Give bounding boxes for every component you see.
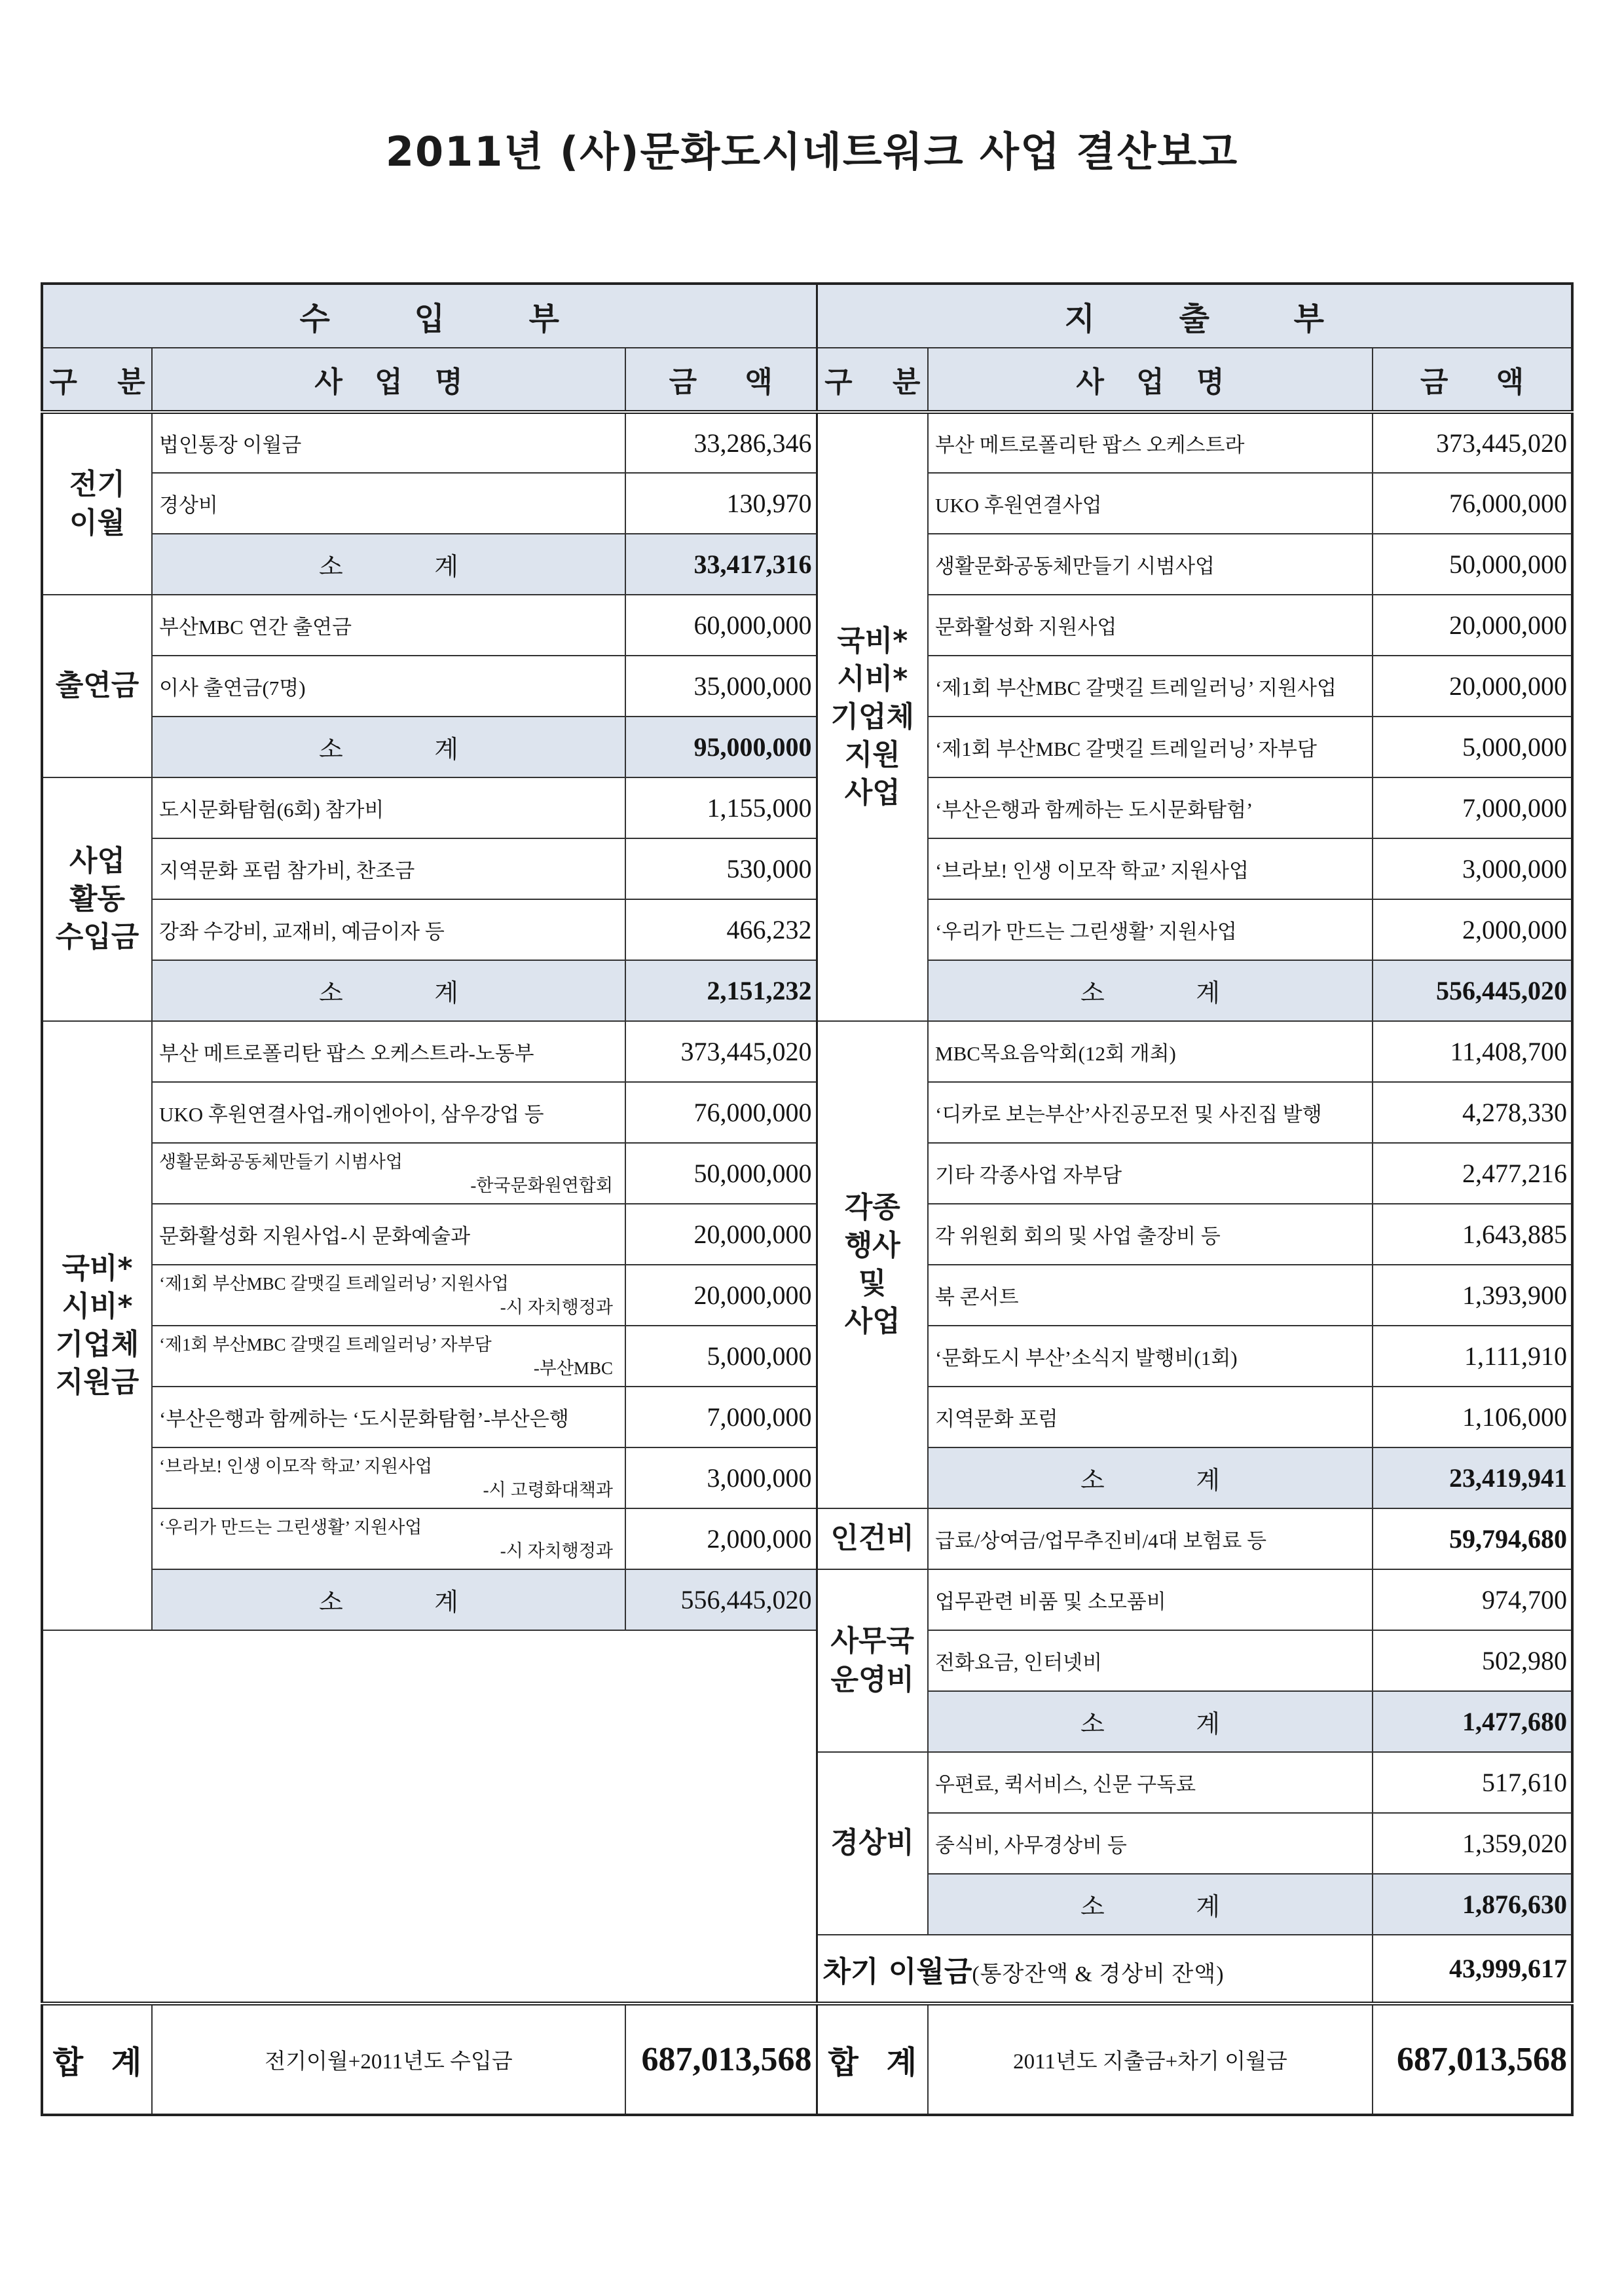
income-item-name: 부산 메트로폴리탄 팝스 오케스트라-노동부 — [152, 1021, 625, 1082]
income-item-name: ‘우리가 만드는 그린생활’ 지원사업 — [159, 1517, 422, 1537]
income-item-amount: 20,000,000 — [625, 1265, 817, 1326]
table-row — [42, 960, 1572, 1021]
expense-category: 사무국 운영비 — [817, 1569, 928, 1752]
income-subtotal-amount: 95,000,000 — [625, 717, 817, 777]
income-subtotal-amount: 556,445,020 — [625, 1569, 817, 1630]
column-header-row — [42, 348, 1572, 412]
expense-category: 인건비 — [817, 1508, 928, 1569]
table-row — [42, 1204, 1572, 1265]
income-subtotal-label: 소 계 — [152, 717, 625, 777]
carryover-label-cell — [817, 1935, 1373, 2004]
income-item-name: 법인통장 이월금 — [152, 412, 625, 473]
table-row — [42, 1508, 1572, 1569]
expense-item-header: 사 업 명 — [928, 348, 1373, 412]
table-row — [42, 1082, 1572, 1143]
income-item-header: 사 업 명 — [152, 348, 625, 412]
expense-item-amount: 2,477,216 — [1373, 1143, 1572, 1204]
income-subtotal-amount: 2,151,232 — [625, 960, 817, 1021]
income-item-amount: 20,000,000 — [625, 1204, 817, 1265]
income-subtotal-label: 소 계 — [152, 534, 625, 595]
expense-category: 국비* 시비* 기업체 지원 사업 — [817, 412, 928, 1021]
income-item-name: ‘제1회 부산MBC 갈맷길 트레일러닝’ 자부담 — [159, 1334, 492, 1354]
expense-item-name: UKO 후원연결사업 — [928, 473, 1373, 534]
expense-category: 경상비 — [817, 1752, 928, 1935]
income-item-amount: 33,286,346 — [625, 412, 817, 473]
expense-item-name: ‘제1회 부산MBC 갈맷길 트레일러닝’ 자부담 — [928, 717, 1373, 777]
expense-item-name: ‘디카로 보는부산’사진공모전 및 사진집 발행 — [928, 1082, 1373, 1143]
expense-item-name: 중식비, 사무경상비 등 — [928, 1813, 1373, 1874]
income-item-amount: 466,232 — [625, 899, 817, 960]
expense-item-amount: 5,000,000 — [1373, 717, 1572, 777]
income-item-amount: 2,000,000 — [625, 1508, 817, 1569]
income-category: 사업 활동 수입금 — [42, 777, 152, 1021]
carryover-amount: 43,999,617 — [1373, 1935, 1572, 2004]
expense-item-amount: 1,359,020 — [1373, 1813, 1572, 1874]
table-row — [42, 534, 1572, 595]
income-item-name: UKO 후원연결사업-캐이엔아이, 삼우강업 등 — [152, 1082, 625, 1143]
section-header-row — [42, 284, 1572, 348]
expense-item-name: MBC목요음악회(12회 개최) — [928, 1021, 1373, 1082]
table-row — [42, 595, 1572, 656]
income-section-heading: 수 입 부 — [42, 284, 817, 348]
income-item-name: ‘제1회 부산MBC 갈맷길 트레일러닝’ 지원사업 — [159, 1273, 509, 1294]
expense-item-amount: 50,000,000 — [1373, 534, 1572, 595]
expense-item-name: ‘우리가 만드는 그린생활’ 지원사업 — [928, 899, 1373, 960]
income-item — [152, 1265, 625, 1326]
table-row — [42, 412, 1572, 473]
table-row — [42, 656, 1572, 717]
expense-item-amount: 3,000,000 — [1373, 838, 1572, 899]
table-row — [42, 1387, 1572, 1447]
income-item-name: 이사 출연금(7명) — [152, 656, 625, 717]
income-item-source: -시 자치행정과 — [500, 1297, 613, 1317]
table-row — [42, 1265, 1572, 1326]
income-item-source: -시 고령화대책과 — [483, 1480, 613, 1500]
table-row — [42, 717, 1572, 777]
expense-subtotal-label: 소 계 — [928, 1447, 1373, 1508]
income-item-amount: 373,445,020 — [625, 1021, 817, 1082]
expense-subtotal-amount: 1,477,680 — [1373, 1691, 1572, 1752]
table-row — [42, 777, 1572, 838]
expense-item-name: 업무관련 비품 및 소모품비 — [928, 1569, 1373, 1630]
expense-item-amount: 1,643,885 — [1373, 1204, 1572, 1265]
income-item-amount: 76,000,000 — [625, 1082, 817, 1143]
expense-subtotal-amount: 1,876,630 — [1373, 1874, 1572, 1935]
income-total-label: 합 계 — [42, 2004, 152, 2115]
expense-item-name: 급료/상여금/업무추진비/4대 보험료 등 — [928, 1508, 1373, 1569]
income-item-name: 부산MBC 연간 출연금 — [152, 595, 625, 656]
income-subtotal-label: 소 계 — [152, 960, 625, 1021]
income-item — [152, 1447, 625, 1508]
income-item — [152, 1143, 625, 1204]
expense-item-amount: 20,000,000 — [1373, 595, 1572, 656]
income-category: 전기 이월 — [42, 412, 152, 595]
table-row — [42, 1143, 1572, 1204]
income-item-name: ‘브라보! 인생 이모작 학교’ 지원사업 — [159, 1456, 433, 1476]
income-item-amount: 35,000,000 — [625, 656, 817, 717]
income-item-amount: 60,000,000 — [625, 595, 817, 656]
income-item-name: 지역문화 포럼 참가비, 찬조금 — [152, 838, 625, 899]
empty-area — [42, 1630, 817, 2004]
income-item-amount: 1,155,000 — [625, 777, 817, 838]
expense-category-header: 구 분 — [817, 348, 928, 412]
expense-item-name: ‘부산은행과 함께하는 도시문화탐험’ — [928, 777, 1373, 838]
total-row — [42, 2004, 1572, 2115]
table-row — [42, 1326, 1572, 1387]
income-item-name: 경상비 — [152, 473, 625, 534]
expense-section-heading: 지 출 부 — [817, 284, 1572, 348]
expense-item-amount: 517,610 — [1373, 1752, 1572, 1813]
expense-item-amount: 11,408,700 — [1373, 1021, 1572, 1082]
income-total-amount: 687,013,568 — [625, 2004, 817, 2115]
settlement-table — [41, 282, 1574, 2116]
expense-item-amount: 1,106,000 — [1373, 1387, 1572, 1447]
income-category: 국비* 시비* 기업체 지원금 — [42, 1021, 152, 1630]
expense-amount-header: 금 액 — [1373, 348, 1572, 412]
carryover-note: (통장잔액 & 경상비 잔액) — [972, 1962, 1225, 1987]
income-item — [152, 1326, 625, 1387]
table-row — [42, 1569, 1572, 1630]
income-item-source: -시 자치행정과 — [500, 1540, 613, 1561]
income-item-amount: 130,970 — [625, 473, 817, 534]
income-item-name: 강좌 수강비, 교재비, 예금이자 등 — [152, 899, 625, 960]
expense-item-amount: 373,445,020 — [1373, 412, 1572, 473]
expense-item-amount: 7,000,000 — [1373, 777, 1572, 838]
expense-item-name: 부산 메트로폴리탄 팝스 오케스트라 — [928, 412, 1373, 473]
expense-item-name: 지역문화 포럼 — [928, 1387, 1373, 1447]
expense-item-amount: 1,393,900 — [1373, 1265, 1572, 1326]
expense-item-amount: 1,111,910 — [1373, 1326, 1572, 1387]
income-item — [152, 1508, 625, 1569]
income-item-amount: 7,000,000 — [625, 1387, 817, 1447]
expense-item-name: 기타 각종사업 자부담 — [928, 1143, 1373, 1204]
expense-subtotal-amount: 23,419,941 — [1373, 1447, 1572, 1508]
expense-subtotal-label: 소 계 — [928, 960, 1373, 1021]
expense-item-amount: 76,000,000 — [1373, 473, 1572, 534]
income-item-amount: 3,000,000 — [625, 1447, 817, 1508]
expense-total-label: 합 계 — [817, 2004, 928, 2115]
expense-item-name: 각 위원회 회의 및 사업 출장비 등 — [928, 1204, 1373, 1265]
income-subtotal-label: 소 계 — [152, 1569, 625, 1630]
expense-subtotal-label: 소 계 — [928, 1691, 1373, 1752]
expense-total-amount: 687,013,568 — [1373, 2004, 1572, 2115]
expense-total-description: 2011년도 지출금+차기 이월금 — [928, 2004, 1373, 2115]
expense-item-name: ‘브라보! 인생 이모작 학교’ 지원사업 — [928, 838, 1373, 899]
table-row — [42, 899, 1572, 960]
expense-item-amount: 4,278,330 — [1373, 1082, 1572, 1143]
expense-subtotal-amount: 556,445,020 — [1373, 960, 1572, 1021]
expense-item-name: ‘제1회 부산MBC 갈맷길 트레일러닝’ 지원사업 — [928, 656, 1373, 717]
expense-item-amount: 974,700 — [1373, 1569, 1572, 1630]
income-item-source: -부산MBC — [533, 1358, 613, 1378]
income-item-name: 도시문화탐험(6회) 참가비 — [152, 777, 625, 838]
income-subtotal-amount: 33,417,316 — [625, 534, 817, 595]
table-row — [42, 1630, 1572, 1691]
expense-item-name: 전화요금, 인터넷비 — [928, 1630, 1373, 1691]
income-category: 출연금 — [42, 595, 152, 777]
income-item-amount: 530,000 — [625, 838, 817, 899]
expense-item-name: ‘문화도시 부산’소식지 발행비(1회) — [928, 1326, 1373, 1387]
expense-item-amount: 502,980 — [1373, 1630, 1572, 1691]
expense-item-name: 문화활성화 지원사업 — [928, 595, 1373, 656]
income-item-source: -한국문화원연합회 — [470, 1175, 613, 1195]
income-item-name: 생활문화공동체만들기 시범사업 — [159, 1151, 403, 1172]
table-row — [42, 838, 1572, 899]
income-item-amount: 50,000,000 — [625, 1143, 817, 1204]
expense-item-name: 우편료, 퀵서비스, 신문 구독료 — [928, 1752, 1373, 1813]
expense-item-name: 생활문화공동체만들기 시범사업 — [928, 534, 1373, 595]
table-row — [42, 1021, 1572, 1082]
carryover-label: 차기 이월금 — [822, 1954, 972, 1988]
expense-item-name: 북 콘서트 — [928, 1265, 1373, 1326]
table-row — [42, 473, 1572, 534]
income-total-description: 전기이월+2011년도 수입금 — [152, 2004, 625, 2115]
income-category-header: 구 분 — [42, 348, 152, 412]
income-item-name: 문화활성화 지원사업-시 문화예술과 — [152, 1204, 625, 1265]
expense-item-amount: 59,794,680 — [1373, 1508, 1572, 1569]
expense-item-amount: 20,000,000 — [1373, 656, 1572, 717]
table-row — [42, 1447, 1572, 1508]
income-amount-header: 금 액 — [625, 348, 817, 412]
expense-item-amount: 2,000,000 — [1373, 899, 1572, 960]
income-item-name: ‘부산은행과 함께하는 ‘도시문화탐험’-부산은행 — [152, 1387, 625, 1447]
income-item-amount: 5,000,000 — [625, 1326, 817, 1387]
expense-subtotal-label: 소 계 — [928, 1874, 1373, 1935]
page-title: 2011년 (사)문화도시네트워크 사업 결산보고 — [385, 128, 1239, 176]
expense-category: 각종 행사 및 사업 — [817, 1021, 928, 1508]
